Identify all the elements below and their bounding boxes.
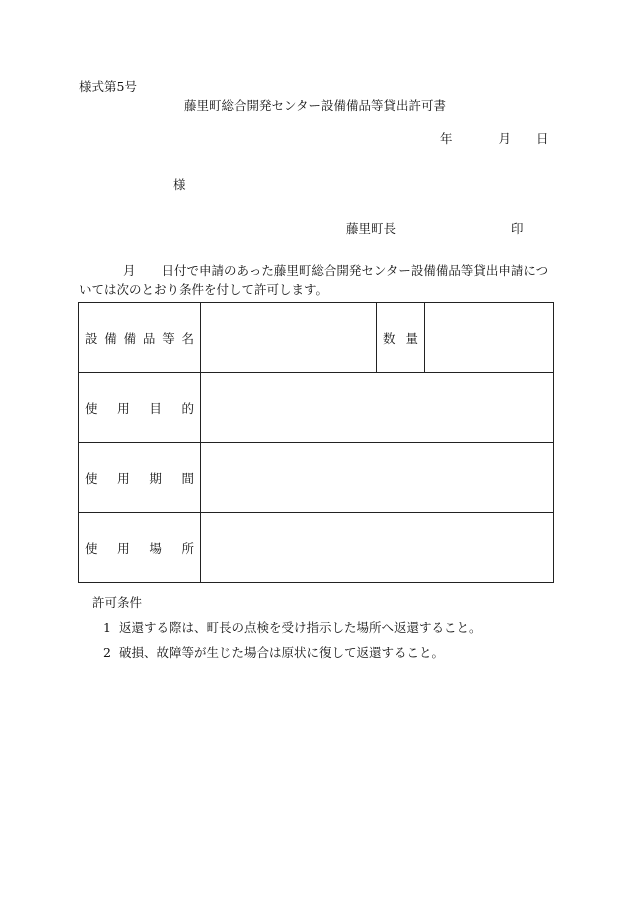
equipment-name-label: 設 備 備 品 等 名 xyxy=(79,303,201,373)
table-row-purpose xyxy=(79,373,554,443)
intro-text: 日付で申請のあった藤里町総合開発センター設備備品等貸出申請については次のとおり条件を付して許可します。 xyxy=(79,263,549,297)
place-label: 使 用 場 所 xyxy=(79,513,201,583)
purpose-field[interactable] xyxy=(201,373,554,443)
place-field[interactable] xyxy=(201,513,554,583)
quantity-label: 数 量 xyxy=(377,303,425,373)
condition-item xyxy=(103,647,444,660)
intro-paragraph xyxy=(79,261,554,299)
date-day-label: 日 xyxy=(536,131,549,146)
form-number: 様式第5号 xyxy=(79,79,137,94)
date-line xyxy=(440,133,549,146)
permit-table xyxy=(78,302,554,583)
date-year-label: 年 xyxy=(440,131,453,146)
issuer-name: 藤里町長 xyxy=(346,221,397,236)
table-row-equipment xyxy=(79,303,554,373)
intro-month: 月 xyxy=(123,263,136,278)
condition-number: 2 xyxy=(103,645,111,660)
condition-item xyxy=(103,622,482,635)
addressee-suffix: 様 xyxy=(173,177,186,192)
table-row-place xyxy=(79,513,554,583)
seal-mark: 印 xyxy=(511,221,524,236)
conditions-heading: 許可条件 xyxy=(92,595,143,610)
document-title: 藤里町総合開発センター設備備品等貸出許可書 xyxy=(183,98,446,113)
date-month-label: 月 xyxy=(498,131,512,146)
purpose-label: 使 用 目 的 xyxy=(79,373,201,443)
period-label: 使 用 期 間 xyxy=(79,443,201,513)
equipment-name-field[interactable] xyxy=(201,303,377,373)
period-field[interactable] xyxy=(201,443,554,513)
quantity-field[interactable] xyxy=(425,303,554,373)
condition-text: 破損、故障等が生じた場合は原状に復して返還すること。 xyxy=(119,645,445,660)
condition-number: 1 xyxy=(103,620,111,635)
condition-text: 返還する際は、町長の点検を受け指示した場所へ返還すること。 xyxy=(119,620,482,635)
table-row-period xyxy=(79,443,554,513)
